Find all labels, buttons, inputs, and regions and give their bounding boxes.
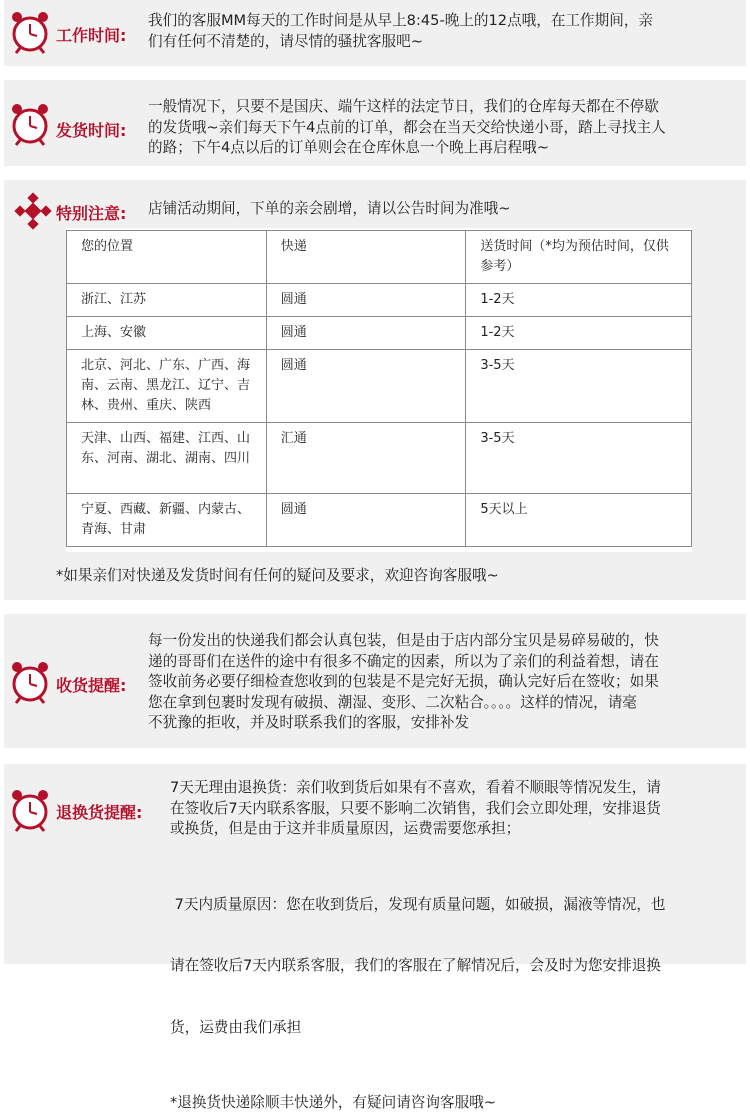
text-line: 不犹豫的拒收，并及时联系我们的客服，安排补发 [148,714,470,731]
section-label: 工作时间: [56,26,127,45]
text-line: 我们的客服MM每天的工作时间是从早上8:45-晚上的12点哦，在工作期间，亲 [148,12,654,29]
alarm-clock-icon [10,658,50,704]
work-hours-section [4,0,746,66]
section-label: 退换货提醒: [56,803,143,822]
table-cell: 圆通 [266,494,466,547]
table-cell: 圆通 [266,350,466,423]
table-cell: 天津、山西、福建、江西、山东、河南、湖北、湖南、四川 [67,423,267,494]
section-label: 特别注意: [56,204,127,223]
diamond-cluster-icon [14,194,52,228]
table-cell: 1-2天 [466,317,692,350]
section-label: 发货时间: [56,121,127,140]
returns-section [4,764,746,1111]
text-line: 7天无理由退换货：亲们收到货后如果有不喜欢，看着不顺眼等情况发生，请 [170,779,661,796]
table-cell: 1-2天 [466,284,692,317]
receiving-section [4,614,746,748]
text-line: 货，运费由我们承担 [170,1018,302,1036]
text-line: 签收前务必要仔细检查您收到的包装是不是完好无损，确认完好后在签收；如果 [148,673,659,690]
header-cell: 您的位置 [67,231,267,284]
alarm-clock-icon [10,786,50,832]
section-text: 店铺活动期间，下单的亲会剧增，请以公告时间为准哦~ [148,200,511,217]
table-row [67,350,692,423]
text-line: 请在签收后7天内联系客服，我们的客服在了解情况后，会及时为您安排退换 [170,957,661,974]
table-cell: 圆通 [266,317,466,350]
text-line: 递的哥哥们在送件的途中有很多不确定的因素，所以为了亲们的利益着想，请在 [148,652,659,670]
table-cell: 3-5天 [466,423,692,494]
table-cell: 北京、河北、广东、广西、海南、云南、黑龙江、辽宁、吉林、贵州、重庆、陕西 [67,350,267,423]
table-row [67,284,692,317]
text-line: 每一份发出的快递我们都会认真包装，但是由于店内部分宝贝是易碎易破的，快 [148,632,659,649]
returns-note: *退换货快递除顺丰快递外，有疑问请咨询客服哦~ [170,1094,496,1111]
table-row [67,423,692,494]
section-text [148,11,744,52]
footnote: *如果亲们对快递及发货时间有任何的疑问及要求，欢迎咨询客服哦~ [56,567,499,584]
table-cell: 汇通 [266,423,466,494]
text-line: 7天内质量原因：您在收到货后，发现有质量问题，如破损，漏液等情况，也 [170,895,666,913]
text-line: 一般情况下，只要不是国庆、端午这样的法定节日，我们的仓库每天都在不停歇 [148,98,659,115]
text-line: 在签收后7天内联系客服，只要不影响二次销售，我们会立即处理，安排退货 [170,799,661,817]
table-cell: 浙江、江苏 [67,284,267,317]
table-header-row [67,231,692,284]
section-text [170,778,748,1114]
shipping-time-section [4,80,746,166]
alarm-clock-icon [10,8,50,54]
returns-paragraph [170,778,748,840]
section-text [148,631,746,734]
special-notice-section [4,180,746,600]
table-cell: 5天以上 [466,494,692,547]
text-line: 或换货，但是由于这并非质量原因，运费需要您承担； [170,820,521,837]
section-label: 收货提醒: [56,676,127,695]
table-cell: 宁夏、西藏、新疆、内蒙古、青海、甘肃 [67,494,267,547]
table-cell: 圆通 [266,284,466,317]
header-cell: 快递 [266,231,466,284]
text-line: 的发货哦~亲们每天下午4点前的订单，都会在当天交给快递小哥，踏上寻找主人 [148,118,666,136]
table-cell: 3-5天 [466,350,692,423]
table-row [67,494,692,547]
table-cell: 上海、安徽 [67,317,267,350]
alarm-clock-icon [10,100,50,146]
header-cell: 送货时间（*均为预估时间，仅供参考） [466,231,692,284]
section-text [148,97,744,159]
table-row [67,317,692,350]
text-line: 们有任何不清楚的，请尽情的骚扰客服吧~ [148,32,423,50]
text-line: 您在拿到包裹时发现有破损、潮湿、变形、二次粘合。。。。这样的情况，请毫 [148,693,637,711]
shipping-table [66,230,692,547]
returns-paragraph [170,854,748,1080]
text-line: 的路；下午4点以后的订单则会在仓库休息一个晚上再启程哦~ [148,139,549,156]
